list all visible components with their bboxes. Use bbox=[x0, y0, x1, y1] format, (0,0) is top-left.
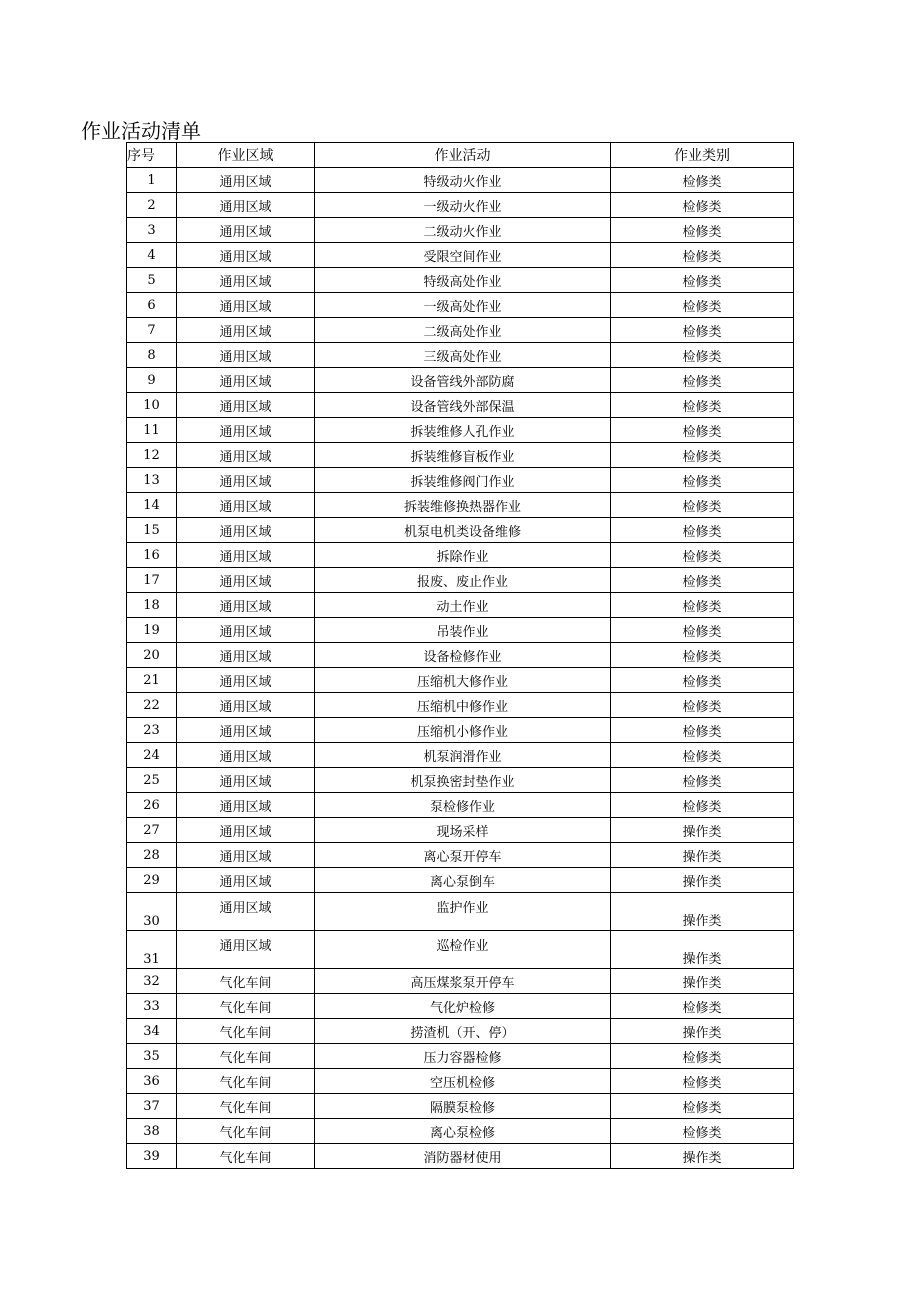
cell-activity: 特级高处作业 bbox=[315, 268, 611, 293]
cell-category: 检修类 bbox=[611, 1044, 794, 1069]
table-row bbox=[127, 818, 794, 843]
cell-category: 操作类 bbox=[611, 1144, 794, 1169]
cell-area: 通用区域 bbox=[177, 618, 315, 643]
cell-activity: 空压机检修 bbox=[315, 1069, 611, 1094]
cell-category: 检修类 bbox=[611, 518, 794, 543]
cell-seq: 7 bbox=[127, 318, 177, 343]
cell-category: 检修类 bbox=[611, 693, 794, 718]
table-row bbox=[127, 1144, 794, 1169]
cell-category: 操作类 bbox=[611, 818, 794, 843]
header-activity: 作业活动 bbox=[315, 143, 611, 168]
table-row bbox=[127, 318, 794, 343]
cell-area: 气化车间 bbox=[177, 1019, 315, 1044]
cell-category: 检修类 bbox=[611, 1119, 794, 1144]
cell-area: 通用区域 bbox=[177, 668, 315, 693]
cell-seq: 9 bbox=[127, 368, 177, 393]
table-row bbox=[127, 843, 794, 868]
cell-seq: 19 bbox=[127, 618, 177, 643]
cell-category: 检修类 bbox=[611, 1094, 794, 1119]
cell-seq: 4 bbox=[127, 243, 177, 268]
cell-seq: 32 bbox=[127, 969, 177, 994]
table-row bbox=[127, 268, 794, 293]
table-row bbox=[127, 493, 794, 518]
cell-seq: 26 bbox=[127, 793, 177, 818]
cell-seq: 10 bbox=[127, 393, 177, 418]
cell-activity: 报废、废止作业 bbox=[315, 568, 611, 593]
cell-area: 通用区域 bbox=[177, 343, 315, 368]
table-row bbox=[127, 218, 794, 243]
cell-activity: 压力容器检修 bbox=[315, 1044, 611, 1069]
cell-category: 检修类 bbox=[611, 743, 794, 768]
cell-area: 通用区域 bbox=[177, 793, 315, 818]
cell-activity: 二级动火作业 bbox=[315, 218, 611, 243]
cell-seq: 37 bbox=[127, 1094, 177, 1119]
cell-activity: 二级高处作业 bbox=[315, 318, 611, 343]
table-row bbox=[127, 1069, 794, 1094]
cell-activity: 离心泵检修 bbox=[315, 1119, 611, 1144]
cell-area: 通用区域 bbox=[177, 268, 315, 293]
cell-activity: 机泵电机类设备维修 bbox=[315, 518, 611, 543]
cell-category: 检修类 bbox=[611, 543, 794, 568]
cell-activity: 离心泵开停车 bbox=[315, 843, 611, 868]
cell-area: 通用区域 bbox=[177, 818, 315, 843]
cell-area: 通用区域 bbox=[177, 643, 315, 668]
table-row bbox=[127, 343, 794, 368]
table-row bbox=[127, 1119, 794, 1144]
cell-seq: 2 bbox=[127, 193, 177, 218]
table-row bbox=[127, 543, 794, 568]
table-row bbox=[127, 994, 794, 1019]
cell-category: 检修类 bbox=[611, 168, 794, 193]
cell-category: 操作类 bbox=[611, 969, 794, 994]
table-row bbox=[127, 1044, 794, 1069]
cell-area: 通用区域 bbox=[177, 868, 315, 893]
cell-area: 通用区域 bbox=[177, 443, 315, 468]
cell-category: 检修类 bbox=[611, 318, 794, 343]
cell-seq: 5 bbox=[127, 268, 177, 293]
cell-seq: 23 bbox=[127, 718, 177, 743]
cell-activity: 吊装作业 bbox=[315, 618, 611, 643]
cell-seq: 21 bbox=[127, 668, 177, 693]
cell-activity: 一级动火作业 bbox=[315, 193, 611, 218]
cell-activity: 消防器材使用 bbox=[315, 1144, 611, 1169]
header-seq: 序号 bbox=[127, 143, 177, 168]
cell-activity: 拆装维修盲板作业 bbox=[315, 443, 611, 468]
cell-seq: 25 bbox=[127, 768, 177, 793]
cell-area: 通用区域 bbox=[177, 893, 315, 931]
cell-activity: 巡检作业 bbox=[315, 931, 611, 969]
cell-area: 通用区域 bbox=[177, 768, 315, 793]
cell-activity: 拆装维修换热器作业 bbox=[315, 493, 611, 518]
table-row bbox=[127, 1019, 794, 1044]
cell-seq: 16 bbox=[127, 543, 177, 568]
cell-activity: 拆装维修阀门作业 bbox=[315, 468, 611, 493]
cell-area: 通用区域 bbox=[177, 568, 315, 593]
cell-activity: 一级高处作业 bbox=[315, 293, 611, 318]
cell-seq: 17 bbox=[127, 568, 177, 593]
cell-category: 检修类 bbox=[611, 593, 794, 618]
cell-seq: 6 bbox=[127, 293, 177, 318]
cell-area: 通用区域 bbox=[177, 693, 315, 718]
cell-category: 检修类 bbox=[611, 293, 794, 318]
cell-category: 检修类 bbox=[611, 643, 794, 668]
cell-category: 操作类 bbox=[611, 893, 794, 931]
cell-activity: 受限空间作业 bbox=[315, 243, 611, 268]
cell-category: 检修类 bbox=[611, 243, 794, 268]
cell-area: 通用区域 bbox=[177, 468, 315, 493]
table-row bbox=[127, 193, 794, 218]
cell-seq: 30 bbox=[127, 893, 177, 931]
cell-activity: 设备管线外部保温 bbox=[315, 393, 611, 418]
cell-area: 通用区域 bbox=[177, 393, 315, 418]
cell-seq: 27 bbox=[127, 818, 177, 843]
cell-area: 通用区域 bbox=[177, 518, 315, 543]
cell-activity: 压缩机小修作业 bbox=[315, 718, 611, 743]
cell-category: 检修类 bbox=[611, 618, 794, 643]
cell-seq: 28 bbox=[127, 843, 177, 868]
cell-area: 气化车间 bbox=[177, 1119, 315, 1144]
cell-category: 检修类 bbox=[611, 343, 794, 368]
cell-activity: 隔膜泵检修 bbox=[315, 1094, 611, 1119]
table-row bbox=[127, 518, 794, 543]
cell-area: 通用区域 bbox=[177, 593, 315, 618]
table-row bbox=[127, 1094, 794, 1119]
cell-category: 检修类 bbox=[611, 718, 794, 743]
cell-seq: 14 bbox=[127, 493, 177, 518]
cell-area: 通用区域 bbox=[177, 743, 315, 768]
cell-activity: 拆除作业 bbox=[315, 543, 611, 568]
cell-seq: 15 bbox=[127, 518, 177, 543]
cell-area: 通用区域 bbox=[177, 718, 315, 743]
table-row bbox=[127, 668, 794, 693]
table-row bbox=[127, 969, 794, 994]
table-row bbox=[127, 418, 794, 443]
cell-seq: 38 bbox=[127, 1119, 177, 1144]
cell-area: 通用区域 bbox=[177, 368, 315, 393]
cell-category: 操作类 bbox=[611, 868, 794, 893]
cell-seq: 8 bbox=[127, 343, 177, 368]
cell-activity: 设备检修作业 bbox=[315, 643, 611, 668]
table-row bbox=[127, 243, 794, 268]
table-row bbox=[127, 618, 794, 643]
cell-seq: 18 bbox=[127, 593, 177, 618]
table-row bbox=[127, 293, 794, 318]
table-row bbox=[127, 693, 794, 718]
table-row bbox=[127, 768, 794, 793]
cell-seq: 35 bbox=[127, 1044, 177, 1069]
cell-area: 通用区域 bbox=[177, 493, 315, 518]
table-row bbox=[127, 168, 794, 193]
cell-category: 操作类 bbox=[611, 1019, 794, 1044]
cell-activity: 机泵换密封垫作业 bbox=[315, 768, 611, 793]
page-title: 作业活动清单 bbox=[81, 119, 201, 143]
cell-seq: 12 bbox=[127, 443, 177, 468]
cell-category: 检修类 bbox=[611, 768, 794, 793]
table-row bbox=[127, 593, 794, 618]
cell-area: 通用区域 bbox=[177, 931, 315, 969]
cell-seq: 3 bbox=[127, 218, 177, 243]
cell-activity: 压缩机大修作业 bbox=[315, 668, 611, 693]
table-row bbox=[127, 643, 794, 668]
activity-table bbox=[126, 142, 794, 1169]
table-row bbox=[127, 368, 794, 393]
cell-activity: 气化炉检修 bbox=[315, 994, 611, 1019]
cell-area: 气化车间 bbox=[177, 1144, 315, 1169]
cell-area: 通用区域 bbox=[177, 418, 315, 443]
cell-seq: 22 bbox=[127, 693, 177, 718]
cell-area: 气化车间 bbox=[177, 1094, 315, 1119]
cell-activity: 三级高处作业 bbox=[315, 343, 611, 368]
cell-activity: 捞渣机（开、停） bbox=[315, 1019, 611, 1044]
table-row bbox=[127, 793, 794, 818]
cell-category: 检修类 bbox=[611, 568, 794, 593]
table-row bbox=[127, 443, 794, 468]
cell-seq: 24 bbox=[127, 743, 177, 768]
cell-seq: 31 bbox=[127, 931, 177, 969]
header-row bbox=[127, 143, 794, 168]
cell-area: 通用区域 bbox=[177, 218, 315, 243]
cell-seq: 20 bbox=[127, 643, 177, 668]
cell-category: 检修类 bbox=[611, 443, 794, 468]
cell-area: 通用区域 bbox=[177, 843, 315, 868]
cell-activity: 高压煤浆泵开停车 bbox=[315, 969, 611, 994]
table-row bbox=[127, 868, 794, 893]
cell-area: 气化车间 bbox=[177, 994, 315, 1019]
cell-seq: 13 bbox=[127, 468, 177, 493]
cell-area: 气化车间 bbox=[177, 969, 315, 994]
cell-category: 检修类 bbox=[611, 1069, 794, 1094]
cell-activity: 拆装维修人孔作业 bbox=[315, 418, 611, 443]
cell-activity: 压缩机中修作业 bbox=[315, 693, 611, 718]
cell-area: 通用区域 bbox=[177, 543, 315, 568]
table-row bbox=[127, 393, 794, 418]
cell-seq: 11 bbox=[127, 418, 177, 443]
cell-area: 气化车间 bbox=[177, 1044, 315, 1069]
cell-activity: 机泵润滑作业 bbox=[315, 743, 611, 768]
cell-activity: 监护作业 bbox=[315, 893, 611, 931]
cell-seq: 33 bbox=[127, 994, 177, 1019]
cell-category: 检修类 bbox=[611, 268, 794, 293]
table-row bbox=[127, 468, 794, 493]
cell-category: 检修类 bbox=[611, 493, 794, 518]
cell-category: 检修类 bbox=[611, 418, 794, 443]
cell-seq: 1 bbox=[127, 168, 177, 193]
cell-category: 检修类 bbox=[611, 468, 794, 493]
cell-category: 操作类 bbox=[611, 843, 794, 868]
cell-area: 通用区域 bbox=[177, 193, 315, 218]
cell-category: 检修类 bbox=[611, 193, 794, 218]
table-row bbox=[127, 931, 794, 969]
table-row bbox=[127, 743, 794, 768]
cell-activity: 现场采样 bbox=[315, 818, 611, 843]
cell-activity: 泵检修作业 bbox=[315, 793, 611, 818]
cell-activity: 动土作业 bbox=[315, 593, 611, 618]
cell-seq: 34 bbox=[127, 1019, 177, 1044]
cell-category: 检修类 bbox=[611, 793, 794, 818]
cell-area: 通用区域 bbox=[177, 318, 315, 343]
cell-category: 检修类 bbox=[611, 393, 794, 418]
cell-category: 检修类 bbox=[611, 668, 794, 693]
cell-area: 通用区域 bbox=[177, 168, 315, 193]
cell-category: 操作类 bbox=[611, 931, 794, 969]
table-row bbox=[127, 568, 794, 593]
cell-area: 通用区域 bbox=[177, 293, 315, 318]
cell-seq: 39 bbox=[127, 1144, 177, 1169]
cell-category: 检修类 bbox=[611, 218, 794, 243]
cell-seq: 29 bbox=[127, 868, 177, 893]
cell-category: 检修类 bbox=[611, 368, 794, 393]
cell-activity: 离心泵倒车 bbox=[315, 868, 611, 893]
cell-area: 气化车间 bbox=[177, 1069, 315, 1094]
cell-activity: 特级动火作业 bbox=[315, 168, 611, 193]
cell-activity: 设备管线外部防腐 bbox=[315, 368, 611, 393]
cell-category: 检修类 bbox=[611, 994, 794, 1019]
header-area: 作业区域 bbox=[177, 143, 315, 168]
cell-seq: 36 bbox=[127, 1069, 177, 1094]
table-row bbox=[127, 718, 794, 743]
header-category: 作业类别 bbox=[611, 143, 794, 168]
table-row bbox=[127, 893, 794, 931]
cell-area: 通用区域 bbox=[177, 243, 315, 268]
